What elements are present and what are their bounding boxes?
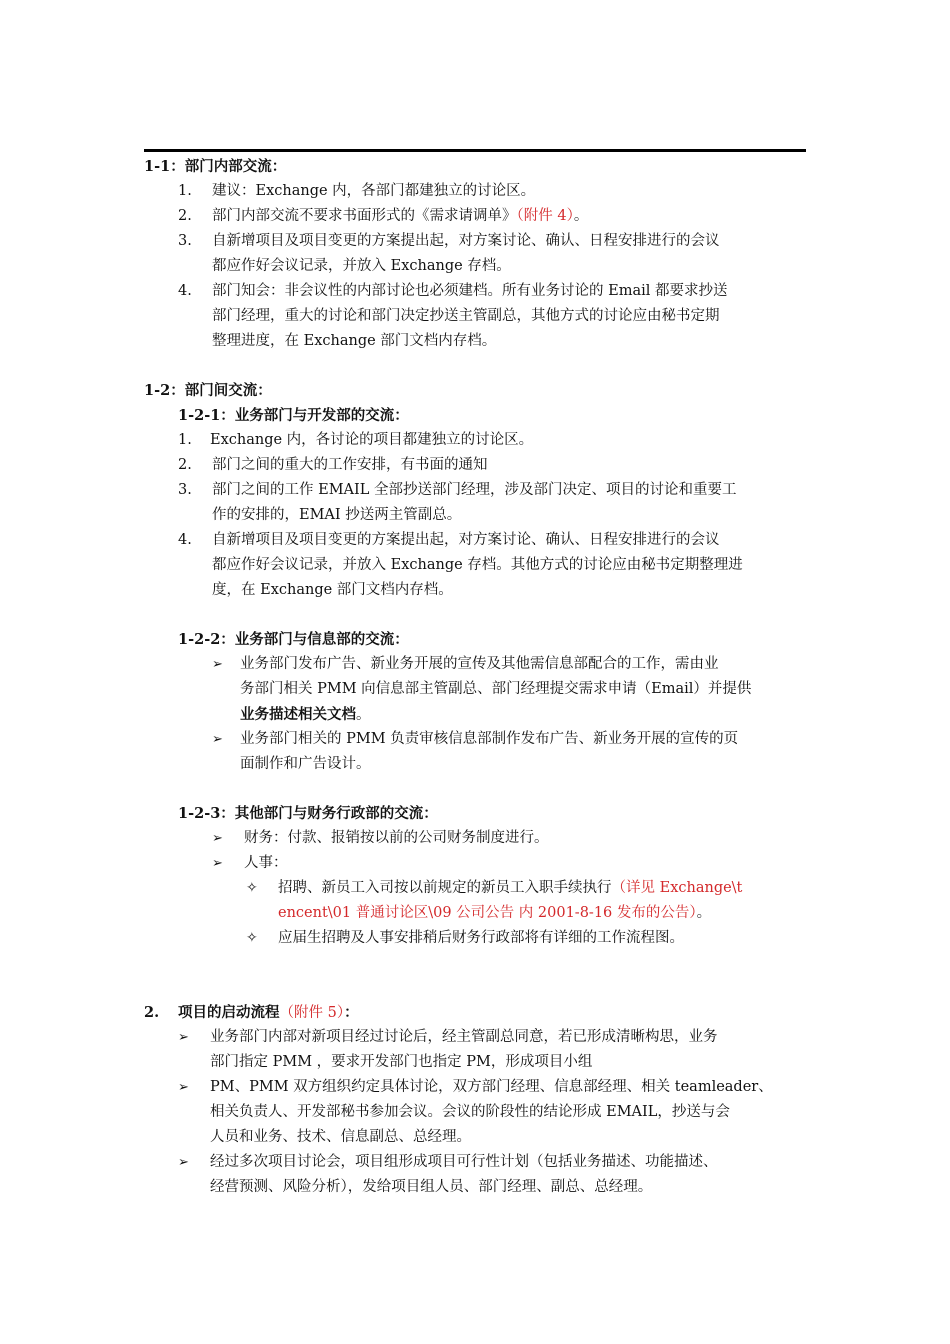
bullet-item-continuation: 面制作和广告设计。 (240, 756, 371, 772)
sub-bullet-text: 招聘、新员工入司按以前规定的新员工入职手续执行 (278, 880, 612, 896)
bullet-item: 财务：付款、报销按以前的公司财务制度进行。 (244, 830, 549, 846)
bullet-item: 经过多次项目讨论会，项目组形成项目可行性计划（包括业务描述、功能描述、 (210, 1154, 718, 1170)
list-item: 建议：Exchange 内，各部门都建独立的讨论区。 (212, 183, 536, 199)
attachment-reference: （附件 4） (516, 208, 574, 224)
list-number: 3. (178, 233, 192, 249)
bullet-item-continuation: 人员和业务、技术、信息副总、总经理。 (210, 1129, 471, 1145)
section-heading (178, 1000, 359, 1026)
bullet-item: 业务部门发布广告、新业务开展的宣传及其他需信息部配合的工作，需由业 (240, 656, 719, 672)
bold-text: 业务描述相关文档 (240, 706, 356, 723)
subsection-heading: 1-2-3：其他部门与财务行政部的交流： (178, 805, 438, 822)
sub-bullet-tail: 。 (696, 905, 712, 921)
list-item-tail: 。 (573, 208, 589, 224)
sub-bullet-item: 应届生招聘及人事安排稍后财务行政部将有详细的工作流程图。 (278, 930, 684, 946)
bullet-item: PM、PMM 双方组织约定具体讨论，双方部门经理、信息部经理、相关 teamleader、 (210, 1079, 773, 1095)
list-item: 部门之间的重大的工作安排，有书面的通知 (212, 457, 488, 473)
list-item-text: 部门内部交流不要求书面形式的《需求请调单》 (212, 208, 517, 224)
arrow-bullet-icon: ➢ (212, 732, 223, 747)
bullet-item-continuation: 经营预测、风险分析），发给项目组人员、部门经理、副总、总经理。 (210, 1179, 653, 1195)
section-number: 2. (144, 1004, 160, 1021)
section-heading-text: 项目的启动流程 (178, 1004, 280, 1021)
bullet-item: 业务部门相关的 PMM 负责审核信息部制作发布广告、新业务开展的宣传的页 (240, 731, 739, 747)
list-number: 3. (178, 482, 192, 498)
list-item-continuation: 整理进度，在 Exchange 部门文档内存档。 (212, 333, 497, 349)
list-number: 1. (178, 183, 192, 199)
list-number: 4. (178, 532, 192, 548)
arrow-bullet-icon: ➢ (212, 831, 223, 846)
reference-path: （详见 Exchange\t (611, 880, 743, 896)
bullet-item-continuation: 部门指定 PMM ，要求开发部门也指定 PM，形成项目小组 (210, 1054, 593, 1070)
list-item-continuation: 作的安排的，EMAI 抄送两主管副总。 (212, 507, 462, 523)
list-item (212, 204, 588, 229)
section-heading: 1-1：部门内部交流： (144, 158, 287, 175)
list-item: 自新增项目及项目变更的方案提出起，对方案讨论、确认、日程安排进行的会议 (212, 233, 720, 249)
sub-bullet-item (278, 876, 742, 901)
subsection-heading: 1-2-1：业务部门与开发部的交流： (178, 407, 409, 424)
bullet-item: 人事： (244, 855, 288, 871)
section-heading: 1-2：部门间交流： (144, 382, 272, 399)
arrow-bullet-icon: ➢ (212, 856, 223, 871)
bullet-item-continuation: 务部门相关 PMM 向信息部主管副总、部门经理提交需求申请（Email）并提供 (240, 681, 752, 697)
list-item: Exchange 内，各讨论的项目都建独立的讨论区。 (210, 432, 534, 448)
diamond-bullet-icon: ✧ (246, 930, 258, 946)
sub-bullet-continuation (278, 901, 711, 926)
list-number: 1. (178, 432, 192, 448)
arrow-bullet-icon: ➢ (212, 657, 223, 672)
attachment-reference: （附件 5） (279, 1005, 345, 1021)
bullet-item-continuation: 相关负责人、开发部秘书参加会议。会议的阶段性的结论形成 EMAIL，抄送与会 (210, 1104, 730, 1120)
list-item: 部门之间的工作 EMAIL 全部抄送部门经理，涉及部门决定、项目的讨论和重要工 (212, 482, 737, 498)
list-number: 4. (178, 283, 192, 299)
list-item-continuation: 都应作好会议记录，并放入 Exchange 存档。其他方式的讨论应由秘书定期整理进 (212, 557, 743, 573)
bullet-item-continuation (240, 702, 371, 728)
list-number: 2. (178, 208, 192, 224)
reference-path: encent\01 普通讨论区\09 公司公告 内 2001-8-16 发布的公告） (278, 905, 697, 921)
list-item: 部门知会：非会议性的内部讨论也必须建档。所有业务讨论的 Email 都要求抄送 (212, 283, 728, 299)
arrow-bullet-icon: ➢ (178, 1080, 189, 1095)
arrow-bullet-icon: ➢ (178, 1030, 189, 1045)
list-item-continuation: 都应作好会议记录，并放入 Exchange 存档。 (212, 258, 511, 274)
list-number: 2. (178, 457, 192, 473)
section-heading-tail: ： (344, 1004, 359, 1021)
list-item: 自新增项目及项目变更的方案提出起，对方案讨论、确认、日程安排进行的会议 (212, 532, 720, 548)
header-rule (144, 149, 806, 152)
bullet-item: 业务部门内部对新项目经过讨论后，经主管副总同意，若已形成清晰构思，业务 (210, 1029, 718, 1045)
arrow-bullet-icon: ➢ (178, 1155, 189, 1170)
bullet-item-tail: 。 (356, 707, 371, 723)
list-item-continuation: 部门经理，重大的讨论和部门决定抄送主管副总，其他方式的讨论应由秘书定期 (212, 308, 720, 324)
list-item-continuation: 度，在 Exchange 部门文档内存档。 (212, 582, 453, 598)
subsection-heading: 1-2-2：业务部门与信息部的交流： (178, 631, 409, 648)
diamond-bullet-icon: ✧ (246, 880, 258, 896)
